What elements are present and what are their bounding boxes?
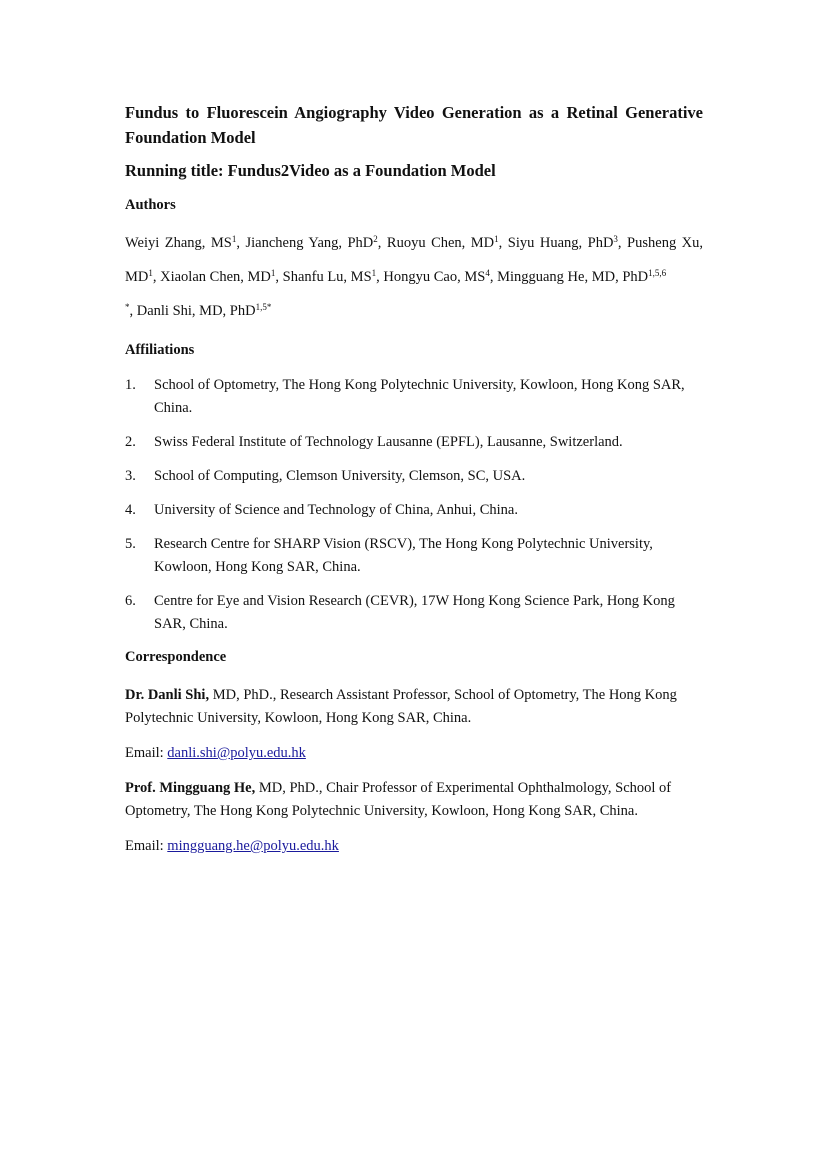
- author-separator: ,: [377, 235, 387, 251]
- affiliation-item: [125, 431, 703, 454]
- email-label: Email:: [125, 745, 168, 761]
- affiliation-text: School of Computing, Clemson University, Clemson, SC, USA.: [154, 468, 526, 484]
- paper-title: Fundus to Fluorescein Angiography Video Generation as a Retinal Generative Foundation Model: [125, 103, 703, 147]
- email-link[interactable]: mingguang.he@polyu.edu.hk: [167, 838, 339, 854]
- correspondent-name: Prof. Mingguang He,: [125, 780, 256, 796]
- author-name: Shanfu Lu, MS: [282, 269, 372, 285]
- author-affiliation-mark: 2: [373, 234, 378, 244]
- author-separator: ,: [275, 269, 283, 285]
- affiliation-list: [125, 374, 703, 636]
- correspondence-heading: Correspondence: [125, 649, 227, 665]
- author-separator: ,: [376, 269, 384, 285]
- author-name: Mingguang He, MD, PhD: [497, 269, 649, 285]
- author-affiliation-mark: 1: [270, 268, 276, 278]
- author-separator: ,: [129, 303, 137, 319]
- author-name: Pusheng Xu, MD: [125, 235, 704, 285]
- corresponding-author-mark: *: [125, 302, 130, 312]
- author-affiliation-mark: 1: [148, 268, 153, 278]
- affiliation-number: 1.: [125, 377, 136, 393]
- author-separator: ,: [498, 235, 508, 251]
- author-affiliation-mark: 1: [371, 268, 377, 278]
- affiliation-item: [125, 499, 703, 522]
- affiliation-item: [125, 590, 703, 636]
- affiliation-item: [125, 374, 703, 420]
- author-name: Jiancheng Yang, PhD: [245, 235, 374, 251]
- author-affiliation-mark: 1: [494, 234, 499, 244]
- author-affiliation-mark: 3: [613, 234, 618, 244]
- running-title: Running title: Fundus2Video as a Foundation Model: [125, 161, 496, 180]
- correspondent-details: [125, 684, 703, 730]
- correspondent-affiliation: MD, PhD., Chair Professor of Experimental Ophthalmology, School of Optometry, The Hong Kong Polytechnic University, Kowloon, Hong Kong SAR, China.: [125, 780, 672, 819]
- correspondent-email-line: [125, 835, 703, 858]
- affiliation-item: [125, 533, 703, 579]
- affiliation-number: 5.: [125, 536, 136, 552]
- author-affiliation-mark: 1: [231, 234, 237, 244]
- author-name: Danli Shi, MD, PhD: [136, 303, 256, 319]
- author-name: Ruoyu Chen, MD: [386, 235, 495, 251]
- author-separator: ,: [236, 235, 246, 251]
- affiliation-item: [125, 465, 703, 488]
- affiliation-text: Centre for Eye and Vision Research (CEVR), 17W Hong Kong Science Park, Hong Kong SAR, China.: [154, 593, 675, 632]
- author-separator: ,: [617, 235, 628, 251]
- authors-heading: Authors: [125, 197, 176, 213]
- affiliation-text: Swiss Federal Institute of Technology Lausanne (EPFL), Lausanne, Switzerland.: [154, 434, 623, 450]
- author-name: Weiyi Zhang, MS: [125, 235, 232, 251]
- email-link[interactable]: danli.shi@polyu.edu.hk: [167, 745, 306, 761]
- affiliation-number: 3.: [125, 468, 136, 484]
- author-affiliation-mark: 1,5,6: [648, 268, 667, 278]
- author-affiliation-mark: 1,5*: [255, 302, 272, 312]
- author-name: Hongyu Cao, MS: [383, 269, 486, 285]
- author-list: [125, 226, 703, 328]
- correspondent-name: Dr. Danli Shi,: [125, 687, 210, 703]
- affiliations-heading: Affiliations: [125, 342, 195, 358]
- affiliation-number: 2.: [125, 434, 136, 450]
- correspondent-affiliation: MD, PhD., Research Assistant Professor, School of Optometry, The Hong Kong Polytechnic University, Kowloon, Hong Kong SAR, China.: [125, 687, 677, 726]
- correspondent-email-line: [125, 742, 703, 765]
- author-separator: ,: [489, 269, 498, 285]
- email-label: Email:: [125, 838, 168, 854]
- affiliation-text: School of Optometry, The Hong Kong Polytechnic University, Kowloon, Hong Kong SAR, China.: [154, 377, 685, 416]
- author-name: Siyu Huang, PhD: [507, 235, 614, 251]
- paper-page: [125, 100, 703, 858]
- correspondent-details: [125, 777, 703, 823]
- affiliation-number: 6.: [125, 593, 136, 609]
- affiliation-number: 4.: [125, 502, 136, 518]
- affiliation-text: Research Centre for SHARP Vision (RSCV), The Hong Kong Polytechnic University, Kowloon, Hong Kong SAR, China.: [154, 536, 653, 575]
- affiliation-text: University of Science and Technology of China, Anhui, China.: [154, 502, 518, 518]
- author-name: Xiaolan Chen, MD: [160, 269, 271, 285]
- author-separator: ,: [152, 269, 161, 285]
- author-affiliation-mark: 4: [485, 268, 490, 278]
